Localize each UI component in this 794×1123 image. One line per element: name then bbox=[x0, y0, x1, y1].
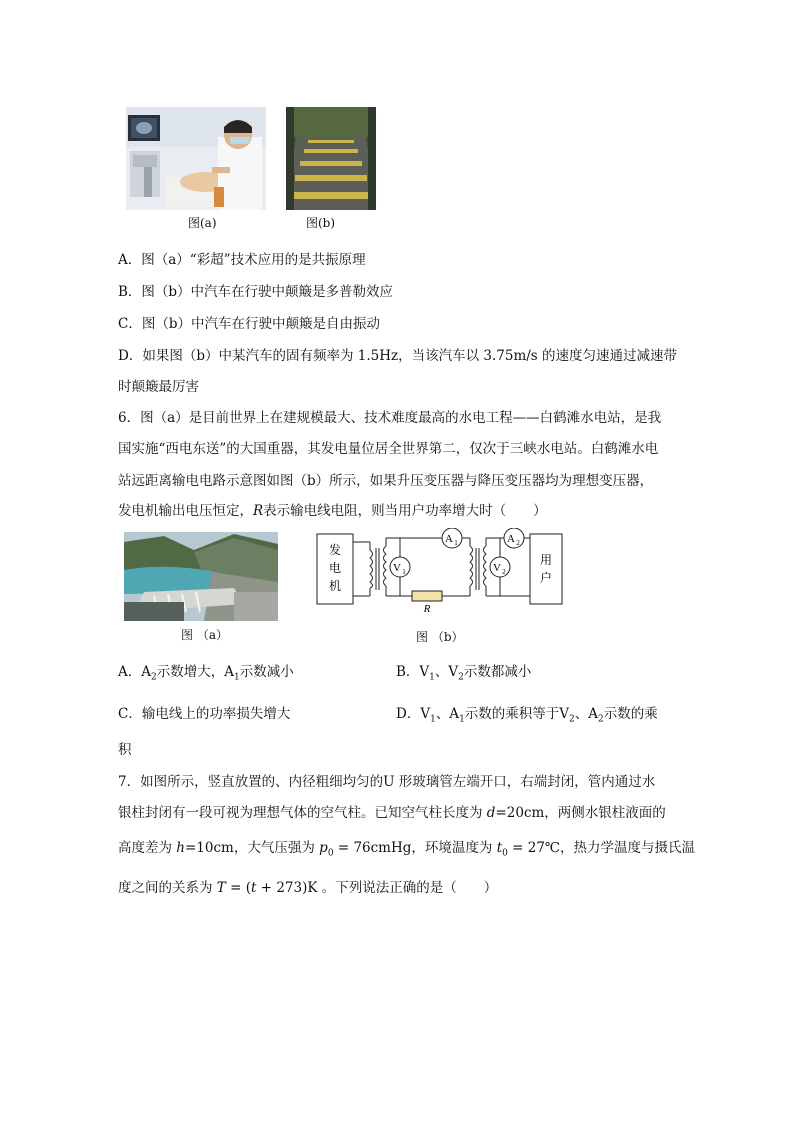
ammeter-a1-sub: 1 bbox=[454, 539, 458, 547]
q6-stem-line4-post: 表示输电线电阻，则当用户功率增大时（ ） bbox=[263, 503, 547, 519]
q6-option-d-sub2: 1 bbox=[459, 714, 465, 725]
q7-var-T: T bbox=[216, 880, 226, 896]
q6-stem-line1: 6．图（a）是目前世界上在建规模最大、技术难度最高的水电工程——白鹤滩水电站，是我 bbox=[118, 410, 662, 426]
voltmeter-v1-sub: 1 bbox=[402, 568, 406, 576]
q6-option-d-part1: D．V bbox=[396, 706, 431, 722]
user-char-2: 户 bbox=[539, 571, 553, 585]
q6-stem-line4-pre: 发电机输出电压恒定， bbox=[118, 503, 253, 519]
q6-option-b-sub1: 1 bbox=[429, 672, 435, 683]
q6-stem-line3: 站远距离输电电路示意图如图（b）所示，如果升压变压器与降压变压器均为理想变压器， bbox=[118, 473, 654, 489]
q7-line2-pre: 银柱封闭有一段可视为理想气体的空气柱。已知空气柱长度为 bbox=[118, 805, 487, 821]
q7-var-t2: t bbox=[250, 880, 257, 896]
q5-option-d-line1: D．如果图（b）中某汽车的固有频率为 1.5Hz，当该汽车以 3.75m/s 的速度匀速通过减速带 bbox=[118, 348, 678, 364]
q6-stem-line4 bbox=[118, 499, 547, 519]
voltmeter-v2-letter: V bbox=[493, 562, 501, 574]
q6-option-b-part3: 示数都减小 bbox=[463, 664, 532, 680]
q7-line4-p1: 度之间的关系为 bbox=[118, 880, 217, 896]
ammeter-a2-letter: A bbox=[507, 533, 515, 545]
dam-illustration bbox=[124, 532, 278, 621]
ultrasound-photo bbox=[126, 107, 266, 210]
q7-line3-p1: 高度差为 bbox=[118, 840, 177, 856]
figure-b-caption: 图(b) bbox=[306, 216, 336, 230]
q6-option-a-part2: 示数增大，A bbox=[156, 664, 234, 680]
user-char-1: 用 bbox=[539, 553, 553, 567]
q6-option-a bbox=[118, 660, 294, 683]
q6-option-d bbox=[396, 702, 658, 725]
resistance-symbol: R bbox=[253, 503, 264, 519]
generator-char-1: 发 bbox=[328, 543, 342, 557]
q6-option-d-sub1: 1 bbox=[430, 714, 436, 725]
ammeter-a2-sub: 2 bbox=[516, 539, 520, 547]
ultrasound-photo-illustration bbox=[126, 107, 266, 210]
q7-var-d: d bbox=[486, 805, 496, 821]
q6-option-b-part1: B．V bbox=[396, 664, 430, 680]
dam-caption: 图 （a） bbox=[181, 628, 228, 642]
q6-option-d-part4: 、A bbox=[574, 706, 599, 722]
q7-line3-p3: = 76cmHg，环境温度为 bbox=[333, 840, 497, 856]
q7-line2-post: =20cm，两侧水银柱液面的 bbox=[495, 805, 666, 821]
generator-char-3: 机 bbox=[328, 579, 342, 593]
q7-var-t: t bbox=[496, 840, 503, 856]
q6-option-c: C．输电线上的功率损失增大 bbox=[118, 706, 291, 722]
q6-option-a-sub2: 1 bbox=[233, 672, 240, 683]
q6-option-d-line2: 积 bbox=[118, 742, 132, 758]
q6-option-a-part3: 示数减小 bbox=[239, 664, 294, 680]
q6-option-b-sub2: 2 bbox=[458, 672, 464, 683]
q6-stem-line2: 国实施“西电东送”的大国重器，其发电量位居全世界第二，仅次于三峡水电站。白鹤滩水电 bbox=[118, 441, 659, 457]
q7-sub-t: 0 bbox=[502, 848, 508, 859]
q7-line4-p2: = ( bbox=[225, 880, 251, 896]
q7-stem-line1: 7．如图所示，竖直放置的、内径粗细均匀的U 形玻璃管左端开口，右端封闭，管内通过水 bbox=[118, 774, 656, 790]
q7-var-p: p bbox=[319, 840, 328, 856]
q7-stem-line4 bbox=[118, 876, 497, 896]
speed-bumps-illustration bbox=[286, 107, 376, 210]
ammeter-a1-letter: A bbox=[445, 533, 453, 545]
q7-line4-p3: + 273)K 。下列说法正确的是（ ） bbox=[256, 880, 498, 896]
resistor-label: R bbox=[423, 603, 431, 615]
q6-option-d-part5: 示数的乘 bbox=[603, 706, 658, 722]
q6-option-b-part2: 、V bbox=[434, 664, 459, 680]
q7-stem-line2 bbox=[118, 801, 666, 821]
generator-char-2: 电 bbox=[328, 561, 342, 575]
dam-photo bbox=[124, 532, 278, 621]
circuit-svg bbox=[312, 528, 567, 628]
q7-sub-p: 0 bbox=[327, 848, 334, 859]
q6-option-a-part1: A．A bbox=[118, 664, 151, 680]
transmission-circuit-diagram bbox=[312, 528, 567, 628]
q5-option-d-line2: 时颠簸最厉害 bbox=[118, 379, 199, 395]
voltmeter-v2-sub: 2 bbox=[502, 568, 506, 576]
q6-option-d-sub3: 2 bbox=[569, 714, 575, 725]
voltmeter-v1-letter: V bbox=[393, 562, 401, 574]
q6-option-d-sub4: 2 bbox=[598, 714, 604, 725]
q6-option-a-sub1: 2 bbox=[151, 672, 157, 683]
q6-option-b bbox=[396, 660, 531, 683]
q5-option-a: A．图（a）“彩超”技术应用的是共振原理 bbox=[118, 252, 366, 268]
circuit-caption: 图 （b） bbox=[416, 630, 464, 644]
q6-option-d-part3: 示数的乘积等于V bbox=[464, 706, 570, 722]
q7-line3-p4: = 27℃，热力学温度与摄氏温 bbox=[507, 840, 696, 856]
q7-stem-line3 bbox=[118, 836, 695, 859]
q5-option-c: C．图（b）中汽车在行驶中颠簸是自由振动 bbox=[118, 316, 380, 332]
q6-option-d-part2: 、A bbox=[435, 706, 460, 722]
q7-line3-p2: =10cm，大气压强为 bbox=[185, 840, 320, 856]
q5-option-b: B．图（b）中汽车在行驶中颠簸是多普勒效应 bbox=[118, 284, 394, 300]
speed-bumps-photo bbox=[286, 107, 376, 210]
figure-a-caption: 图(a) bbox=[188, 216, 217, 230]
q7-var-h: h bbox=[176, 840, 185, 856]
